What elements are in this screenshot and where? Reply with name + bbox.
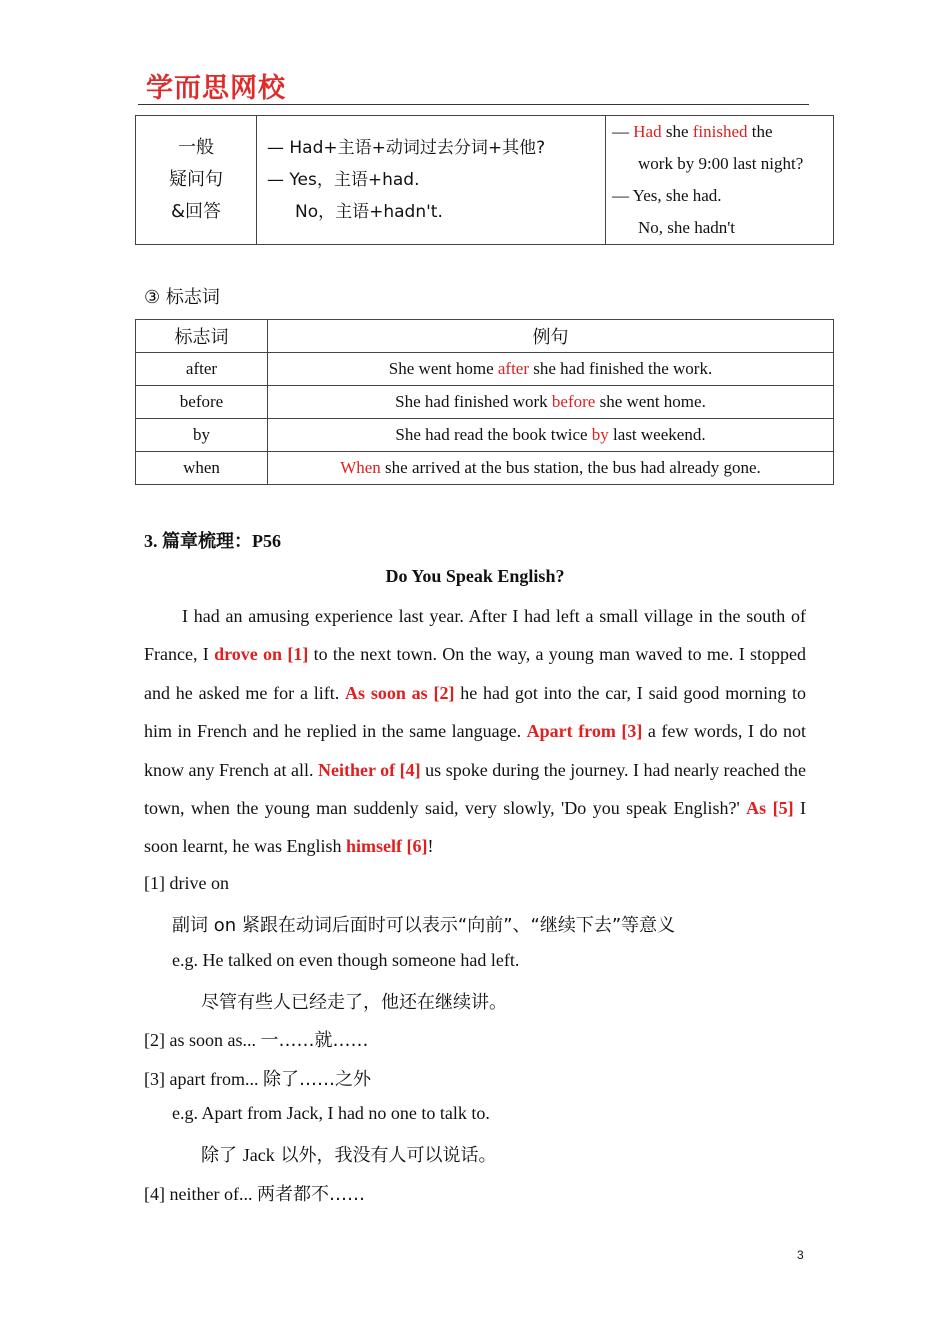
section-marker: ③ 标志词 bbox=[144, 287, 220, 308]
table-row bbox=[136, 386, 834, 419]
keyword: before bbox=[551, 392, 596, 411]
note-translation: 除了 Jack 以外，我没有人可以说话。 bbox=[201, 1145, 497, 1166]
keyword: Had bbox=[633, 122, 662, 141]
note-translation: 尽管有些人已经走了，他还在继续讲。 bbox=[201, 992, 507, 1013]
annotated-phrase: Neither of [4] bbox=[318, 759, 421, 780]
example-line: work by 9:00 last night? bbox=[638, 154, 804, 173]
signal-words-table bbox=[135, 319, 834, 485]
table-row bbox=[136, 353, 834, 386]
signal-word: before bbox=[136, 386, 268, 419]
signal-word: after bbox=[136, 353, 268, 386]
annotated-phrase: Apart from [3] bbox=[526, 721, 643, 742]
annotated-phrase: As soon as [2] bbox=[345, 682, 455, 703]
section-heading: 3. 篇章梳理：P56 bbox=[144, 531, 281, 552]
formula-line: — Had+主语+动词过去分词+其他? bbox=[267, 138, 546, 158]
label-line: 疑问句 bbox=[169, 169, 223, 190]
brand-logo: 学而思网校 bbox=[146, 73, 286, 104]
label-line: 一般 bbox=[178, 137, 214, 158]
keyword: finished bbox=[692, 122, 748, 141]
note-heading: [4] neither of... 两者都不…… bbox=[144, 1184, 365, 1205]
note-heading: [3] apart from... 除了……之外 bbox=[144, 1069, 371, 1090]
passage-paragraph: I had an amusing experience last year. After I had left a small village in the south of France, I drove on [1] to the next town. On the way, a young man waved to me. I stopped and he asked me for a lift. As soon as [2] he had got into the car, I said good morning to him in French and he replied in the same language. Apart from [3] a few words, I do not know any French at all. Neither of [4] us spoke during the journey. I had nearly reached the town, when the young man suddenly said, very slowly, 'Do you speak English?' As [5] I soon learnt, he was English himself [6]! bbox=[144, 606, 807, 857]
table-label-cell bbox=[136, 116, 257, 245]
example-sentence: She had read the book twice by last weekend. bbox=[268, 419, 834, 452]
table-row bbox=[136, 452, 834, 485]
note-heading: [1] drive on bbox=[144, 873, 229, 893]
annotated-phrase: As [5] bbox=[746, 798, 794, 819]
example-sentence: She went home after she had finished the work. bbox=[268, 353, 834, 386]
signal-word: when bbox=[136, 452, 268, 485]
keyword: When bbox=[340, 458, 381, 477]
column-header: 标志词 bbox=[136, 320, 268, 353]
example-line: — Yes, she had. bbox=[612, 186, 722, 205]
keyword: after bbox=[497, 359, 530, 378]
header-divider bbox=[138, 104, 809, 105]
example-cell bbox=[606, 116, 834, 245]
column-header: 例句 bbox=[268, 320, 834, 353]
table-row bbox=[136, 419, 834, 452]
note-heading: [2] as soon as... 一……就…… bbox=[144, 1030, 369, 1051]
page-number: 3 bbox=[797, 1248, 804, 1262]
question-form-table bbox=[135, 115, 834, 245]
example-sentence: When she arrived at the bus station, the bus had already gone. bbox=[268, 452, 834, 485]
passage-body bbox=[144, 597, 806, 866]
example-line: No, she hadn't bbox=[638, 218, 736, 237]
formula-cell bbox=[257, 116, 606, 245]
note-explanation: 副词 on 紧跟在动词后面时可以表示“向前”、“继续下去”等意义 bbox=[172, 915, 676, 936]
signal-word: by bbox=[136, 419, 268, 452]
example-sentence: She had finished work before she went home. bbox=[268, 386, 834, 419]
annotated-phrase: himself [6] bbox=[345, 836, 428, 857]
annotated-phrase: drove on [1] bbox=[214, 644, 309, 665]
example-line: — Had she finished the bbox=[612, 122, 773, 141]
table-header-row bbox=[136, 320, 834, 353]
note-example: e.g. Apart from Jack, I had no one to talk to. bbox=[172, 1103, 490, 1123]
note-example: e.g. He talked on even though someone had left. bbox=[172, 950, 520, 970]
passage-title: Do You Speak English? bbox=[385, 566, 565, 586]
keyword: by bbox=[591, 425, 609, 444]
label-line: &回答 bbox=[170, 201, 222, 222]
formula-line: — Yes，主语+had. bbox=[267, 170, 420, 190]
formula-line: No，主语+hadn't. bbox=[295, 202, 443, 222]
